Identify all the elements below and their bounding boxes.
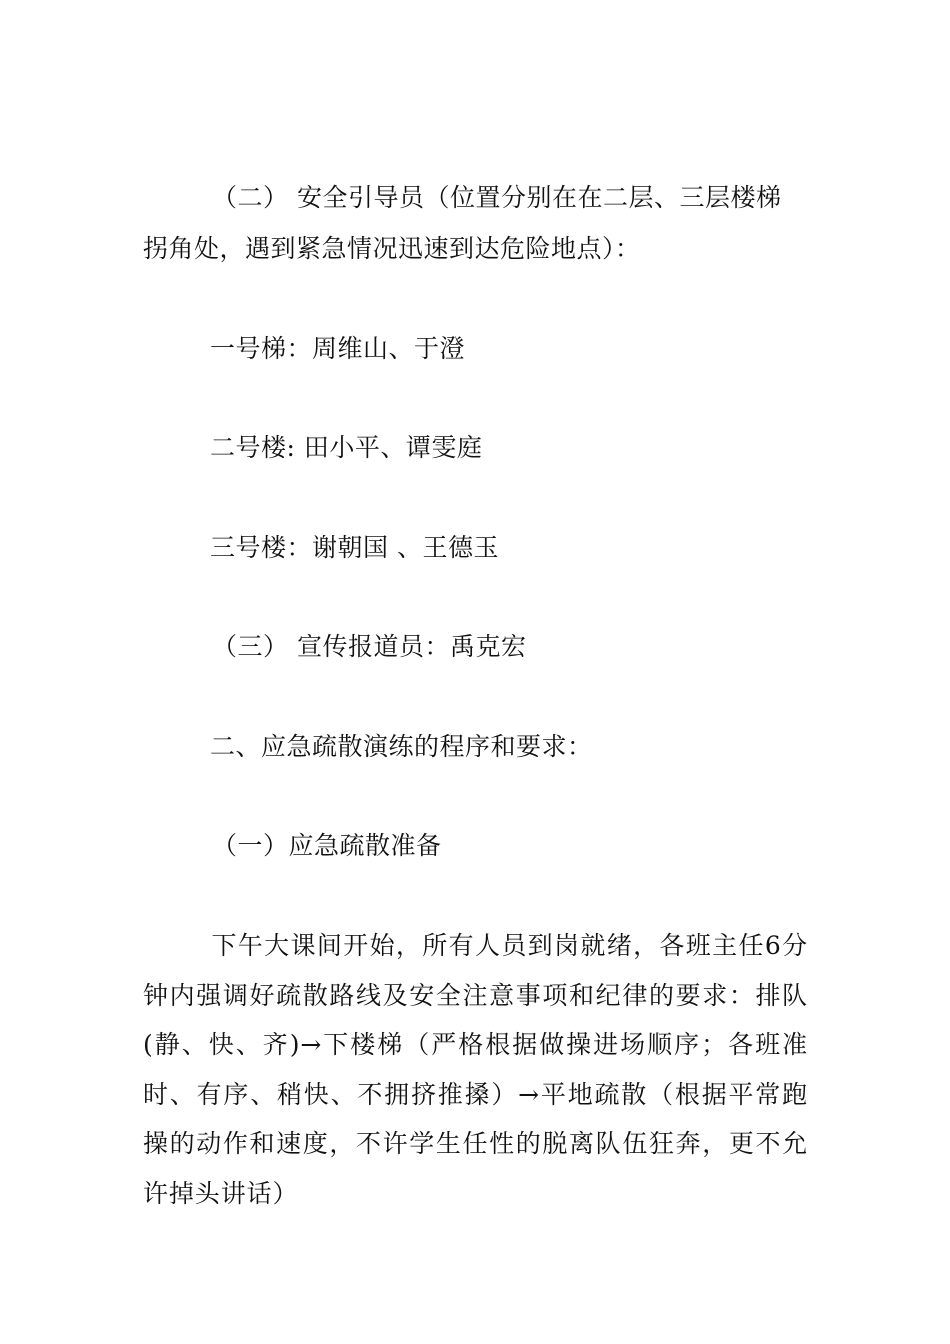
stair-1-guides: 一号梯：周维山、于澄 (210, 334, 466, 363)
section-guides-heading-continued: 拐角处，遇到紧急情况迅速到达危险地点）： (143, 234, 641, 263)
subsection-heading-preparation: （一）应急疏散准备 (212, 831, 442, 860)
stair-2-guides: 二号楼: 田小平、谭雯庭 (210, 433, 483, 462)
section-publicity: （三） 宣传报道员：禹克宏 (212, 632, 527, 661)
preparation-paragraph (143, 921, 808, 1219)
section-guides-heading: （二） 安全引导员（位置分别在在二层、三层楼梯 (212, 183, 782, 212)
section-heading-procedure: 二、应急疏散演练的程序和要求： (210, 732, 593, 761)
preparation-paragraph-text: 下午大课间开始，所有人员到岗就绪，各班主任6分钟内强调好疏散路线及安全注意事项和纪律的要求：排队(静、快、齐)→下楼梯（严格根据做操进场顺序；各班准时、有序、稍快、不拥挤推搡）→平地疏散（根据平常跑操的动作和速度，不许学生任性的脱离队伍狂奔，更不允许掉头讲话） (143, 931, 808, 1208)
stair-3-guides: 三号楼：谢朝国 、王德玉 (210, 533, 499, 562)
